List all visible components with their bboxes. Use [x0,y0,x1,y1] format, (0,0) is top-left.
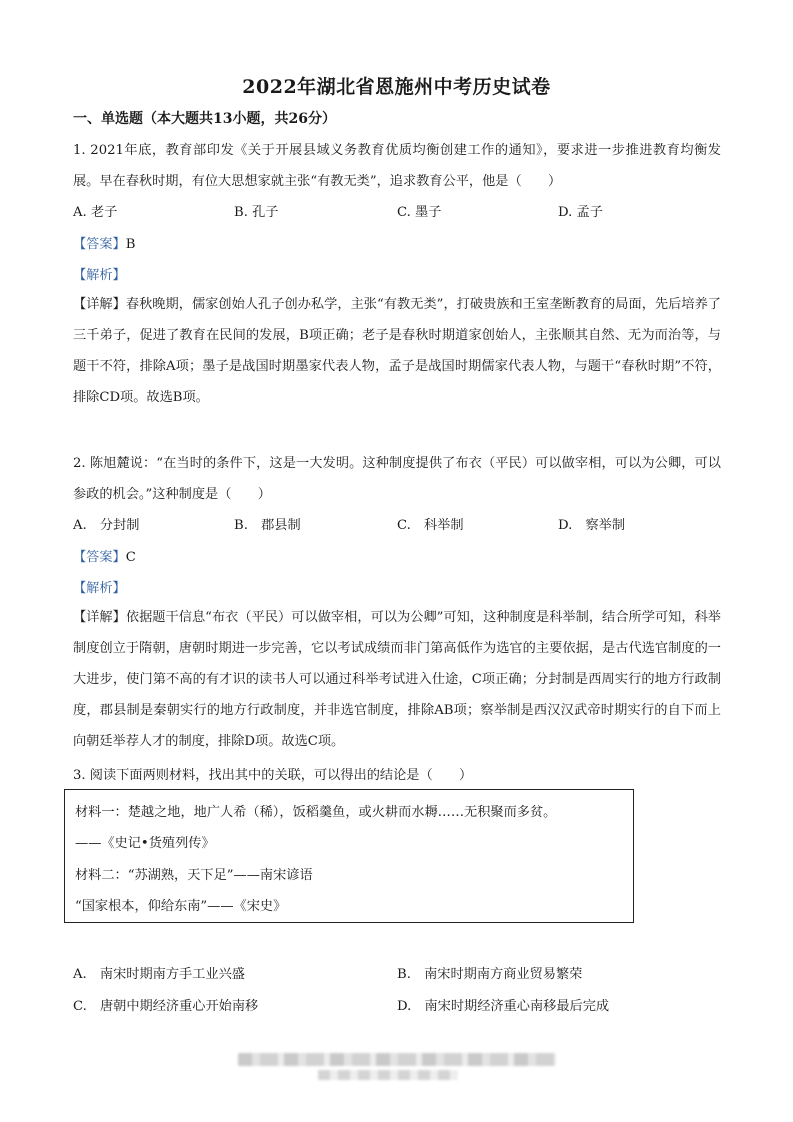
q3-option-b[interactable]: B. 南宋时期南方商业贸易繁荣 [397,967,583,982]
material-1-source: ——《史记•货殖列传》 [75,836,215,851]
blurred-watermark-secondary [318,1070,458,1080]
q1-detail-text: 春秋晚期，儒家创始人孔子创办私学，主张“有教无类”，打破贵族和王室垄断教育的局面，先后培养了三千弟子，促进了教育在民间的发展，B项正确；老子是春秋时期道家创始人，主张顺其自然、无为而治等，与题干不符，排除A项；墨子是战国时期墨家代表人物，孟子是战国时期儒家代表人物，与题干“春秋时期”不符，排除CD项。故选B项。 [73,297,721,405]
q3-option-c[interactable]: C. 唐朝中期经济重心开始南移 [73,999,259,1014]
question-1-stem: 1. 2021年底，教育部印发《关于开展县域义务教育优质均衡创建工作的通知》，要求进一步推进教育均衡发展。早在春秋时期，有位大思想家就主张“有教无类”，追求教育公平，他是（ ） [73,143,721,189]
q1-answer [73,233,135,252]
q1-answer-value: B [125,237,136,252]
question-3-stem: 3. 阅读下面两则材料，找出其中的关联，可以得出的结论是（ ） [73,768,473,783]
detail-label: 【详解】 [73,297,126,312]
q3-option-a[interactable]: A. 南宋时期南方手工业兴盛 [73,967,245,982]
section-heading: 一、单选题（本大题共13小题，共26分） [73,111,336,127]
q2-detail-text: 依据题干信息“布衣（平民）可以做宰相，可以为公卿”可知，这种制度是科举制，结合所学可知，科举制度创立于隋朝，唐朝时期进一步完善，它以考试成绩而非门第高低作为选官的主要依据，是古代选官制度的一大进步，使门第不高的有才识的读书人可以通过科举考试进入仕途，C项正确；分封制是西周实行的地方行政制度，郡县制是秦朝实行的地方行政制度，并非选官制度，排除AB项；察举制是西汉汉武帝时期实行的自下而上向朝廷举荐人才的制度，排除D项。故选C项。 [73,610,721,749]
detail-label: 【详解】 [73,610,126,625]
q1-analysis-label: 【解析】 [73,268,126,283]
q2-option-a[interactable]: A. 分封制 [73,518,140,533]
material-1-text: 材料一：楚越之地，地广人希（稀），饭稻羹鱼，或火耕而水耨……无积聚而多贫。 [75,805,557,820]
page-title: 2022年湖北省恩施州中考历史试卷 [242,76,551,98]
q1-option-a[interactable]: A. 老子 [73,205,118,220]
question-2-stem: 2. 陈旭麓说：“在当时的条件下，这是一大发明。这种制度提供了布衣（平民）可以做宰相，可以为公卿，可以参政的机会。”这种制度是（ ） [73,456,721,502]
answer-label: 【答案】 [73,550,126,565]
q2-answer [73,546,136,565]
q1-detail [73,289,721,413]
q1-option-b[interactable]: B. 孔子 [234,205,279,220]
q2-option-d[interactable]: D. 察举制 [558,518,626,533]
blurred-watermark [238,1053,556,1066]
q2-answer-value: C [125,550,136,565]
material-2-quote: “国家根本，仰给东南”——《宋史》 [75,899,287,914]
q2-analysis-label: 【解析】 [73,581,126,596]
q1-option-d[interactable]: D. 孟子 [558,205,603,220]
material-box [64,789,634,923]
q2-option-c[interactable]: C. 科举制 [397,518,464,533]
q1-option-c[interactable]: C. 墨子 [397,205,442,220]
material-2-text: 材料二：“苏湖熟，天下足”——南宋谚语 [75,868,313,883]
q2-detail [73,602,721,757]
answer-label: 【答案】 [73,237,126,252]
q3-option-d[interactable]: D. 南宋时期经济重心南移最后完成 [397,999,610,1014]
q2-option-b[interactable]: B. 郡县制 [234,518,301,533]
